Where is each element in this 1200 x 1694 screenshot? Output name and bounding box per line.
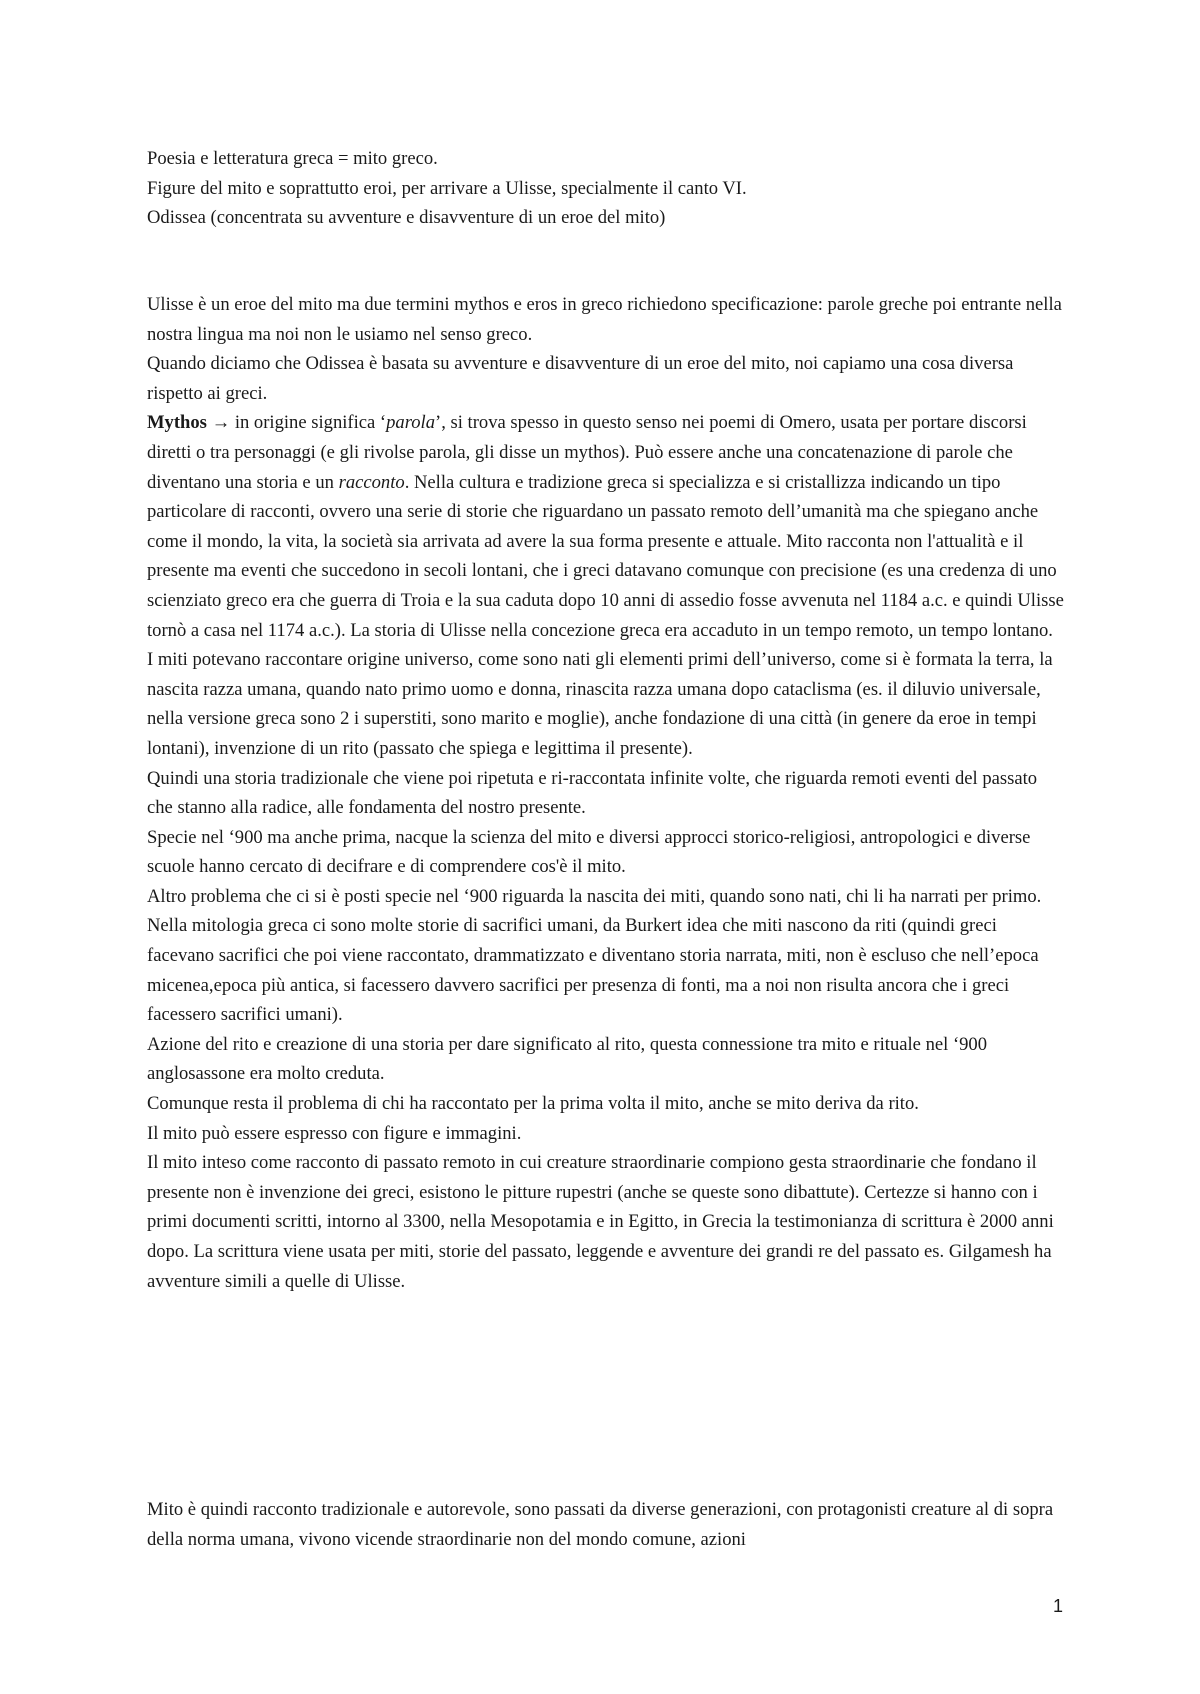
body-section — [147, 290, 1067, 1296]
paragraph-nascita-miti: Altro problema che ci si è posti specie nel ‘900 riguarda la nascita dei miti, quando sono nati, chi li ha narrati per primo. — [147, 885, 1042, 907]
paragraph-racconto-passato: Il mito inteso come racconto di passato remoto in cui creature straordinarie compiono gesta straordinarie che fondano il presente non è invenzione dei greci, esistono le pitture rupestri (anche se queste sono dibattute). Certezze si hanno con i primi documenti scritti, intorno al 3300, nella Mesopotamia e in Egitto, in Grecia la testimonianza di scrittura è 2000 anni dopo. La scrittura viene usata per miti, storie del passato, leggende e avventure dei grandi re del passato es. Gilgamesh ha avventure simili a quelle di Ulisse. — [147, 1152, 1054, 1292]
intro-line-2: Figure del mito e soprattutto eroi, per arrivare a Ulisse, specialmente il canto VI. — [147, 177, 747, 199]
mythos-text-2: ’, si trova spesso in questo senso nei poemi di Omero, usata per portare discorsi diretti o tra personaggi (e gli rivolse parola, gli disse un mythos). Può essere anche una concatenazione di parole che diventano una storia e un — [147, 412, 1027, 493]
word-parola: parola — [386, 412, 436, 434]
paragraph-storia-tradizionale: Quindi una storia tradizionale che viene poi ripetuta e ri-raccontata infinite volte, che riguarda remoti eventi del passato che stanno alla radice, alle fondamenta del nostro presente. — [147, 767, 1038, 819]
intro-line-1: Poesia e letteratura greca = mito greco. — [147, 148, 438, 169]
intro-section — [147, 144, 1067, 233]
word-racconto: racconto — [338, 471, 405, 493]
term-mythos: Mythos — [147, 412, 207, 434]
paragraph-problema-rito: Comunque resta il problema di chi ha raccontato per la prima volta il mito, anche se mito deriva da rito. — [147, 1093, 919, 1115]
paragraph-mythos — [147, 408, 1067, 645]
final-section — [147, 1495, 1067, 1554]
paragraph-mito-tradizionale: Mito è quindi racconto tradizionale e autorevole, sono passati da diverse generazioni, con protagonisti creature al di sopra della norma umana, vivono vicende straordinarie non del mondo comune, azioni — [147, 1499, 1054, 1550]
paragraph-odissea-avventure: Quando diciamo che Odissea è basata su avventure e disavventure di un eroe del mito, noi capiamo una cosa diversa rispetto ai greci. — [147, 353, 1014, 404]
page-number: 1 — [1052, 1596, 1063, 1616]
mythos-text-1: → in origine significa ‘ — [206, 412, 387, 434]
paragraph-rito: Azione del rito e creazione di una storia per dare significato al rito, questa connessione tra mito e rituale nel ‘900 anglosassone era molto creduta. — [147, 1033, 988, 1085]
mythos-text-3: . Nella cultura e tradizione greca si specializza e si cristallizza indicando un tipo particolare di racconti, ovvero una serie di storie che riguardano un passato remoto dell’umanità ma che spiegano anche come il mondo, la vita, la società sia arrivata ad avere la sua forma presente e attuale. Mito racconta non l'attualità e il presente ma eventi che succedono in secoli lontani, che i greci datavano comunque con precisione (es una credenza di uno scienziato greco era che guerra di Troia e la sua caduta dopo 10 anni di assedio fosse avvenuta nel 1184 a.c. e quindi Ulisse tornò a casa nel 1174 a.c.). La storia di Ulisse nella concezione greca era accaduto in un tempo remoto, un tempo lontano. — [147, 471, 1064, 641]
intro-line-3: Odissea (concentrata su avventure e disavventure di un eroe del mito) — [147, 207, 666, 229]
paragraph-figure-immagini: Il mito può essere espresso con figure e immagini. — [147, 1122, 522, 1144]
paragraph-scienza-mito: Specie nel ‘900 ma anche prima, nacque la scienza del mito e diversi approcci storico-religiosi, antropologici e diverse scuole hanno cercato di decifrare e di comprendere cos'è il mito. — [147, 826, 1031, 878]
paragraph-miti-origine: I miti potevano raccontare origine universo, come sono nati gli elementi primi dell’universo, come si è formata la terra, la nascita razza umana, quando nato primo uomo e donna, rinascita razza umana dopo cataclisma (es. il diluvio universale, nella versione greca sono 2 i superstiti, sono marito e moglie), anche fondazione di una città (in genere da eroe in tempi lontani), invenzione di un rito (passato che spiega e legittima il presente). — [147, 649, 1053, 759]
paragraph-ulisse-eroe: Ulisse è un eroe del mito ma due termini mythos e eros in greco richiedono specificazione: parole greche poi entrante nella nostra lingua ma noi non le usiamo nel senso greco. — [147, 294, 1062, 345]
paragraph-sacrifici: Nella mitologia greca ci sono molte storie di sacrifici umani, da Burkert idea che miti nascono da riti (quindi greci facevano sacrifici che poi viene raccontato, drammatizzato e diventano storia narrata, miti, non è escluso che nell’epoca micenea,epoca più antica, si facessero davvero sacrifici per presenza di fonti, ma a noi non risulta ancora che i greci facessero sacrifici umani). — [147, 915, 1039, 1026]
